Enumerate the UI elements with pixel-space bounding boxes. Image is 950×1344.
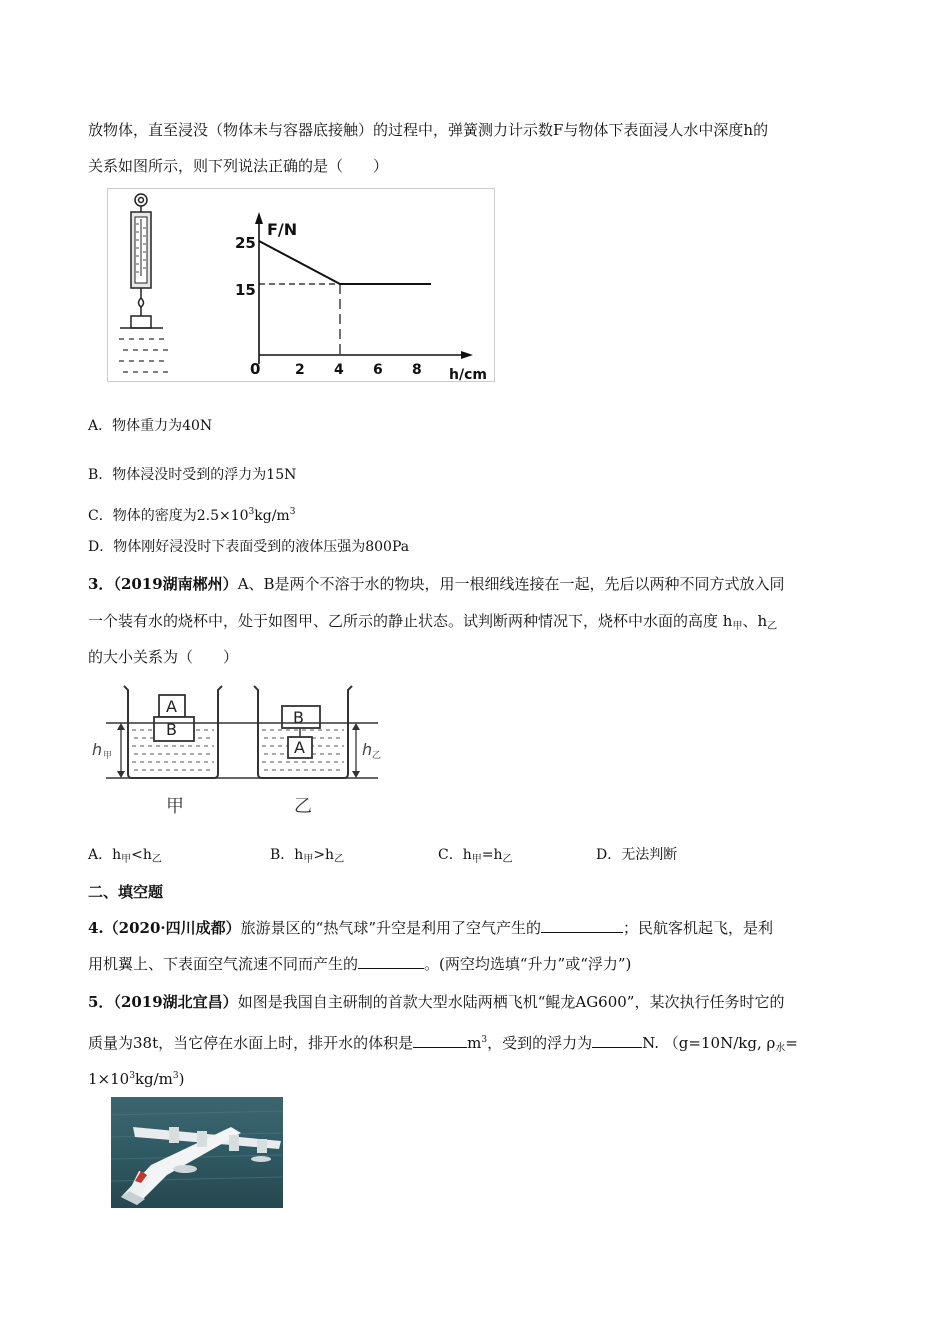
q5-line2-a: 质量为38t，当它停在水面上时，排开水的体积是: [88, 1034, 414, 1052]
block-a-left-label: A: [166, 697, 177, 716]
q5-line2-unit: m: [467, 1034, 482, 1052]
q2-option-d: D．物体刚好浸没时下表面受到的液体压强为800Pa: [88, 539, 410, 555]
q3-figure: [88, 678, 388, 824]
block-a-right-label: A: [294, 738, 305, 757]
q3-a-sub2: 乙: [151, 854, 162, 865]
q5-blank-2[interactable]: [592, 1033, 642, 1048]
h-sub-left: 甲: [103, 751, 113, 761]
q5-line3-unit: kg/m: [134, 1070, 173, 1088]
q3-option-d: D．无法判断: [596, 847, 678, 863]
q3-b-sub1: 甲: [303, 854, 314, 865]
q2-text-line1: 放物体，直至浸没（物体未与容器底接触）的过程中，弹簧测力计示数F与物体下表面浸人水中深度h的: [88, 121, 769, 139]
q2-option-c-exp: 3: [248, 507, 255, 517]
q5-source: （2019湖北宜昌）: [113, 993, 238, 1011]
q3-sub-yi: 乙: [767, 621, 778, 632]
x-tick-4: 4: [334, 362, 344, 378]
beaker-left: [92, 686, 238, 817]
caption-jia: 甲: [166, 796, 184, 817]
x-axis-arrow-icon: [461, 351, 473, 359]
block-b-left-label: B: [166, 720, 177, 739]
q3-sub-jia: 甲: [732, 621, 743, 632]
q2-option-a: A．物体重力为40N: [88, 418, 213, 434]
q2-option-b: B．物体浸没时受到的浮力为15N: [88, 467, 297, 483]
q2-option-c-text: C．物体的密度为2.5×10: [88, 508, 249, 524]
amphibious-plane-photo: [111, 1097, 283, 1208]
q4-text-line2: [88, 954, 631, 974]
q3-a-sub1: 甲: [121, 854, 132, 865]
x-tick-0: 0: [250, 360, 261, 378]
h-label-right: h: [362, 740, 373, 759]
q5-text-line3: [88, 1066, 185, 1089]
water-dashes: [119, 339, 169, 372]
q5-line3-unit-exp: 3: [172, 1071, 179, 1081]
q5-line2-c: N. （g=10N/kg, ρ: [642, 1034, 776, 1052]
spring-scale-icon: [120, 194, 163, 328]
q2-text-line2: 关系如图所示，则下列说法正确的是（ ）: [88, 157, 389, 175]
q5-line3-close: ): [178, 1070, 185, 1088]
q3-option-c: [438, 845, 512, 870]
q3-a-rel: <h: [131, 847, 152, 863]
q3-b-pre: B．h: [270, 847, 304, 863]
q5-text-line2: [88, 1030, 798, 1059]
q4-text-line1: [88, 918, 773, 938]
x-tick-6: 6: [373, 362, 383, 378]
q3-option-a: [88, 845, 162, 870]
h-sub-right: 乙: [372, 751, 382, 761]
q3-text-line2: [88, 611, 777, 637]
q3-text-line3: 的大小关系为（ ）: [88, 648, 239, 666]
y-axis-arrow-icon: [255, 212, 263, 224]
q5-line2-b: ，受到的浮力为: [487, 1034, 593, 1052]
q2-option-c-unit-exp: 3: [289, 507, 296, 517]
q4-source: （2020·四川成都）: [103, 919, 241, 937]
y-tick-15: 15: [235, 281, 256, 299]
q4-blank-1[interactable]: [541, 918, 623, 933]
q5-line2-sub: 水: [775, 1043, 786, 1054]
section-title: 二、填空题: [88, 883, 164, 901]
q3-c-sub2: 乙: [502, 854, 513, 865]
x-tick-8: 8: [412, 362, 422, 378]
q2-figure: [107, 188, 495, 382]
q5-line3-a: 1×10: [88, 1070, 130, 1088]
q4-line2-b: 。(两空均选填“升力”或“浮力”): [424, 955, 632, 973]
q5-text-line1: [88, 992, 784, 1012]
q3-text-line1: [88, 574, 785, 594]
q5-line3-exp: 3: [129, 1071, 135, 1081]
q3-a-pre: A．h: [88, 847, 122, 863]
q3-c-rel: =h: [481, 847, 503, 863]
q3-source: （2019湖南郴州）: [113, 575, 238, 593]
y-axis-label: F/N: [267, 220, 298, 239]
q3-option-b: [270, 845, 344, 870]
q5-blank-1[interactable]: [413, 1033, 467, 1048]
q5-line2-d: =: [785, 1034, 798, 1052]
q3-c-sub1: 甲: [471, 854, 482, 865]
q3-b-sub2: 乙: [334, 854, 345, 865]
q3-b-rel: >h: [313, 847, 335, 863]
caption-yi: 乙: [294, 796, 312, 817]
q3-c-pre: C．h: [438, 847, 472, 863]
q3-line1-text: A、B是两个不溶于水的物块，用一根细线连接在一起，先后以两种不同方式放入同: [237, 575, 785, 593]
x-tick-2: 2: [295, 362, 305, 378]
q4-number: 4.: [88, 919, 104, 937]
y-tick-25: 25: [235, 234, 256, 252]
data-line-descending: [259, 241, 340, 284]
q4-line1-a: 旅游景区的“热气球”升空是利用了空气产生的: [240, 919, 541, 937]
x-axis-label: h/cm: [449, 367, 487, 382]
q2-option-c-unit: kg/m: [254, 508, 290, 524]
q3-number: 3．: [88, 575, 114, 593]
q2-option-c: [88, 502, 295, 526]
block-b-right-label: B: [293, 708, 304, 727]
beaker-right: [238, 686, 381, 817]
q5-line1: 如图是我国自主研制的首款大型水陆两栖飞机“鲲龙AG600”，某次执行任务时它的: [237, 993, 785, 1011]
q3-sep: 、h: [742, 612, 768, 630]
q5-line2-unit-exp: 3: [481, 1035, 488, 1045]
q4-line2-a: 用机翼上、下表面空气流速不同而产生的: [88, 955, 359, 973]
q3-line2-text: 一个装有水的烧杯中，处于如图甲、乙所示的静止状态。试判断两种情况下，烧杯中水面的高度 h: [88, 612, 733, 630]
f-h-graph: [235, 212, 487, 382]
h-label-left: h: [92, 740, 103, 759]
q4-line1-b: ；民航客机起飞，是利: [623, 919, 774, 937]
q4-blank-2[interactable]: [358, 954, 424, 969]
q5-number: 5．: [88, 993, 114, 1011]
